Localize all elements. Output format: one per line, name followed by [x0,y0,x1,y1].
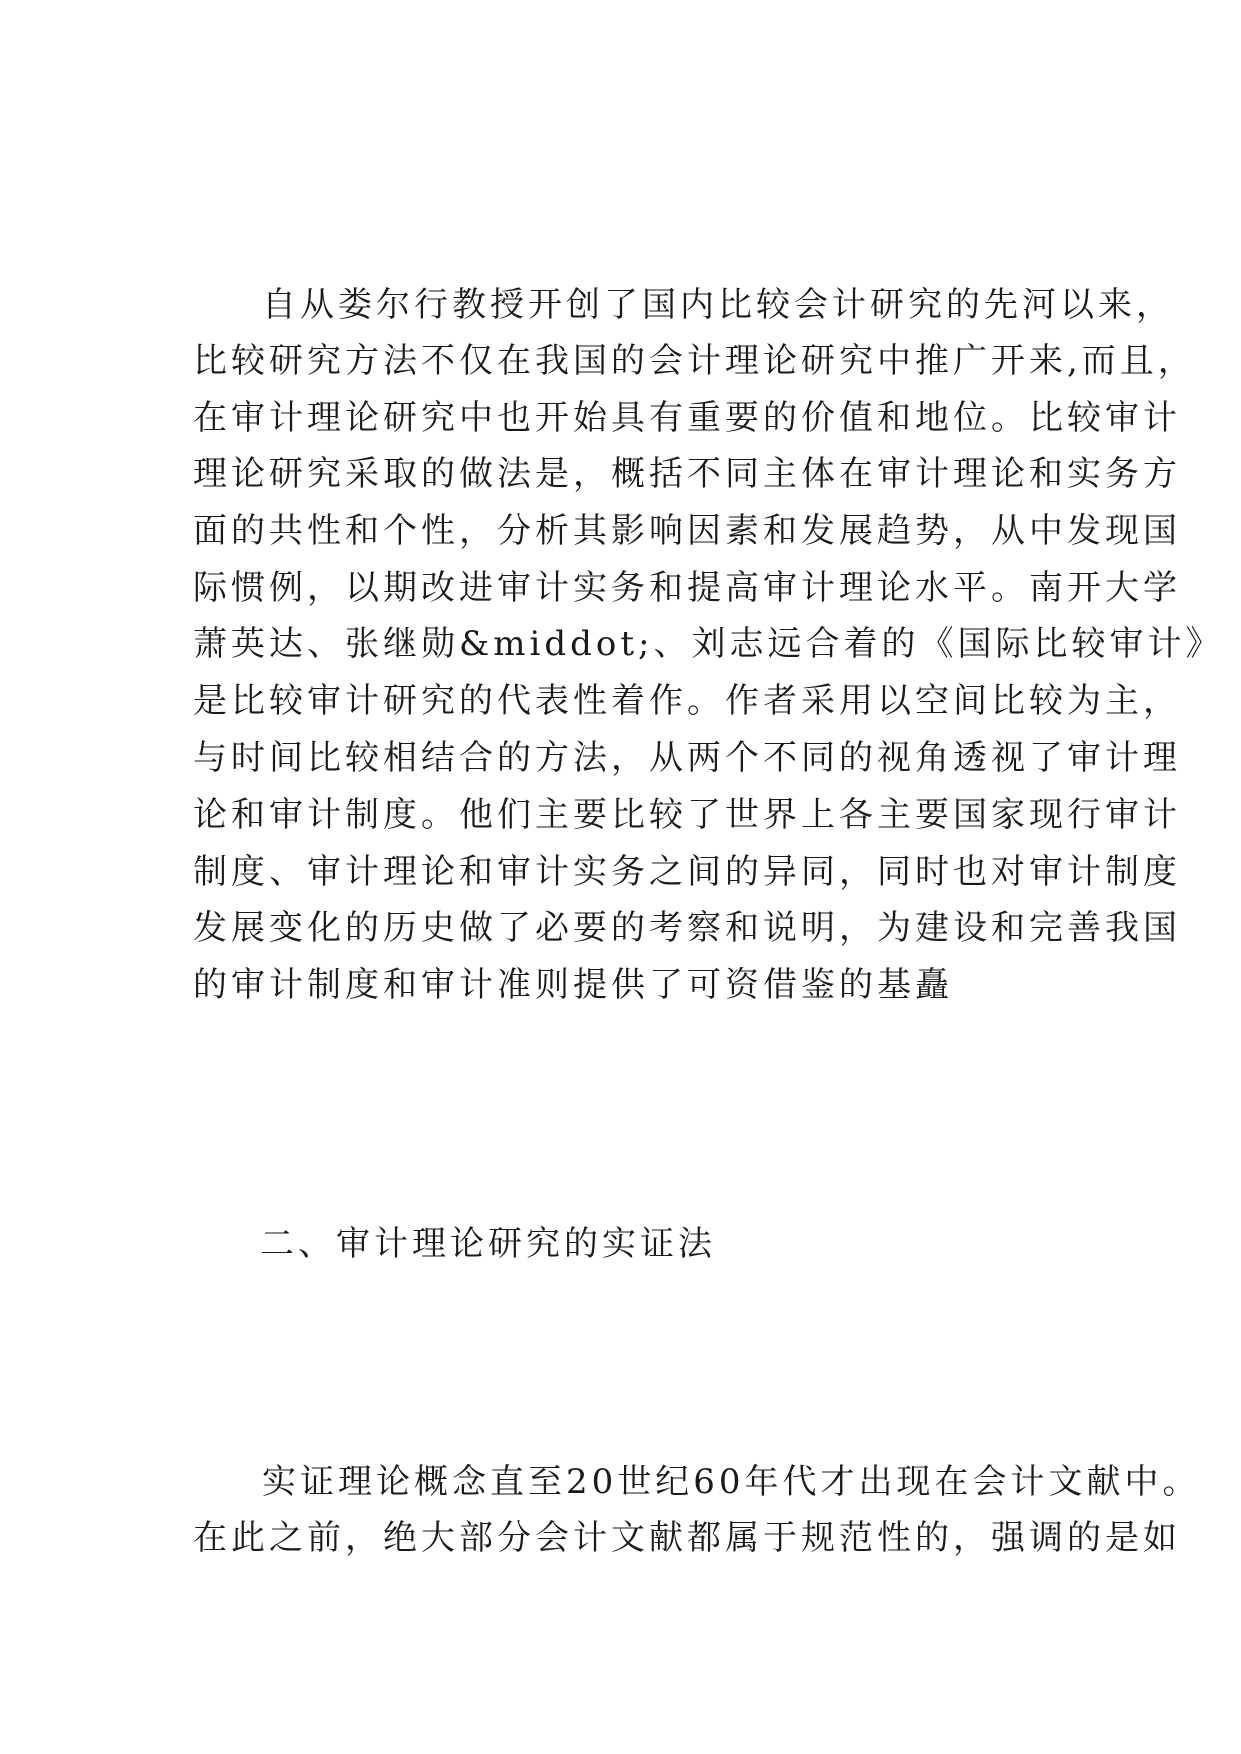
paragraph-1-line: 与时间比较相结合的方法，从两个不同的视角透视了审计理 [193,738,1181,778]
paragraph-1-line: 的审计制度和审计准则提供了可资借鉴的基矗 [193,965,953,1005]
paragraph-1-line: 论和审计制度。他们主要比较了世界上各主要国家现行审计 [193,795,1181,835]
paragraph-2-line: 在此之前，绝大部分会计文献都属于规范性的，强调的是如 [193,1518,1181,1558]
paragraph-1-line: 萧英达、张继勋&middot;、刘志远合着的《国际比较审计》 [193,624,1224,664]
paragraph-1-line: 发展变化的历史做了必要的考察和说明，为建设和完善我国 [193,908,1181,948]
paragraph-1-line: 在审计理论研究中也开始具有重要的价值和地位。比较审计 [193,398,1181,438]
paragraph-1-line: 自从娄尔行教授开创了国内比较会计研究的先河以来， [262,285,1174,325]
paragraph-1-line: 制度、审计理论和审计实务之间的异同，同时也对审计制度 [193,852,1181,892]
paragraph-1-line: 是比较审计研究的代表性着作。作者采用以空间比较为主， [193,681,1181,721]
paragraph-1-line: 比较研究方法不仅在我国的会计理论研究中推广开来,而且， [193,341,1196,381]
paragraph-1-line: 际惯例，以期改进审计实务和提高审计理论水平。南开大学 [193,568,1181,608]
paragraph-1-line: 面的共性和个性，分析其影响因素和发展趋势，从中发现国 [193,511,1181,551]
paragraph-1-line: 理论研究采取的做法是，概括不同主体在审计理论和实务方 [193,454,1181,494]
section-heading: 二、审计理论研究的实证法 [260,1224,716,1264]
paragraph-2-line: 实证理论概念直至20世纪60年代才出现在会计文献中。 [262,1462,1201,1502]
